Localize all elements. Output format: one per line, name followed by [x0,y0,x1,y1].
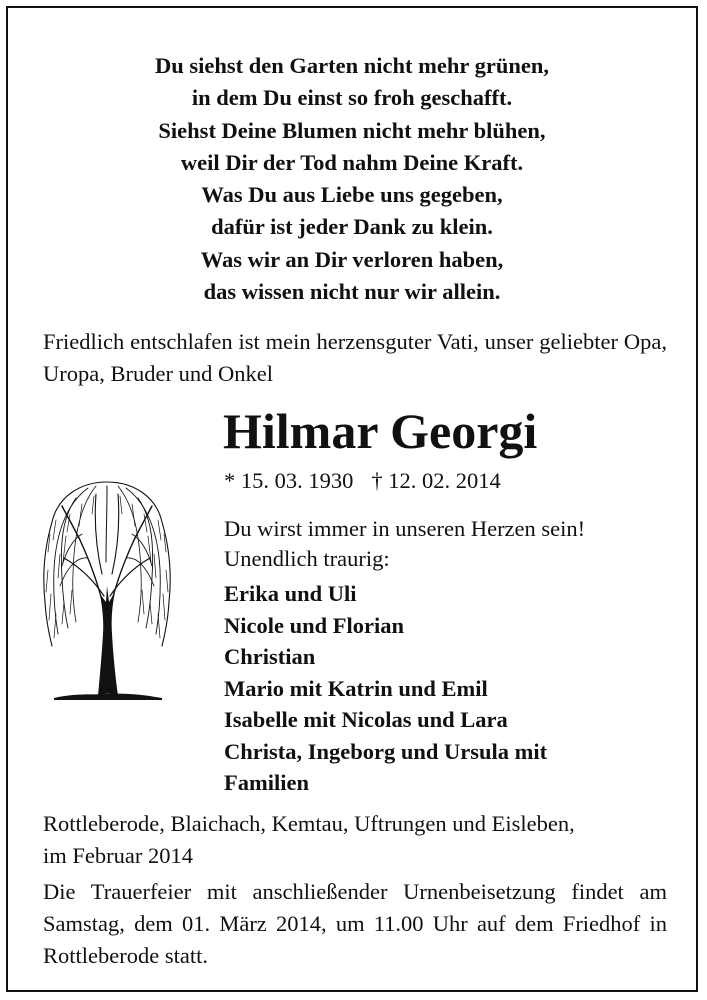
deceased-name: Hilmar Georgi [223,403,538,459]
poem-line: das wissen nicht nur wir allein. [203,279,501,305]
poem [8,50,696,308]
mourner-line: Mario mit Katrin und Emil [224,675,488,701]
poem-line: Siehst Deine Blumen nicht mehr blühen, [158,117,546,143]
death-date: † 12. 02. 2014 [371,468,501,493]
mourner-line: Nicole und Florian [224,612,405,638]
birth-date: * 15. 03. 1930 [224,468,354,493]
mourner-line: Christian [224,644,316,669]
poem-line: weil Dir der Tod nahm Deine Kraft. [180,149,524,175]
poem-line: Was Du aus Liebe uns gegeben, [201,182,503,208]
poem-line: Du siehst den Garten nicht mehr grünen, [155,53,549,78]
poem-line: in dem Du einst so froh geschafft. [191,85,513,111]
mourners-list [224,578,547,799]
intro-text: Friedlich entschlafen ist mein herzensguter Vati, unser geliebter Opa, Uropa, Bruder und Onkel [43,329,667,386]
obituary-card [6,6,698,992]
place-date: Rottleberode, Blaichach, Kemtau, Uftrungen und Eisleben, im Februar 2014 [43,811,575,868]
mourner-line: Christa, Ingeborg und Ursula mit [224,738,548,764]
remembrance-block [224,514,585,574]
poem-line: dafür ist jeder Dank zu klein. [211,214,493,240]
mourner-line: Isabelle mit Nicolas und Lara [224,707,508,732]
sorrow-line: Unendlich traurig: [224,546,390,571]
funeral-notice: Die Trauerfeier mit anschließender Urnenbeisetzung findet am Samstag, dem 01. März 2014, um 11.00 Uhr auf dem Friedhof in Rottleberode statt. [43,879,667,968]
mourner-line: Erika und Uli [224,581,357,606]
life-dates [224,466,501,496]
poem-line: Was wir an Dir verloren haben, [200,246,504,272]
weeping-tree-icon [36,474,178,704]
remembrance-line: Du wirst immer in unseren Herzen sein! [224,516,586,541]
mourner-line: Familien [224,770,309,795]
